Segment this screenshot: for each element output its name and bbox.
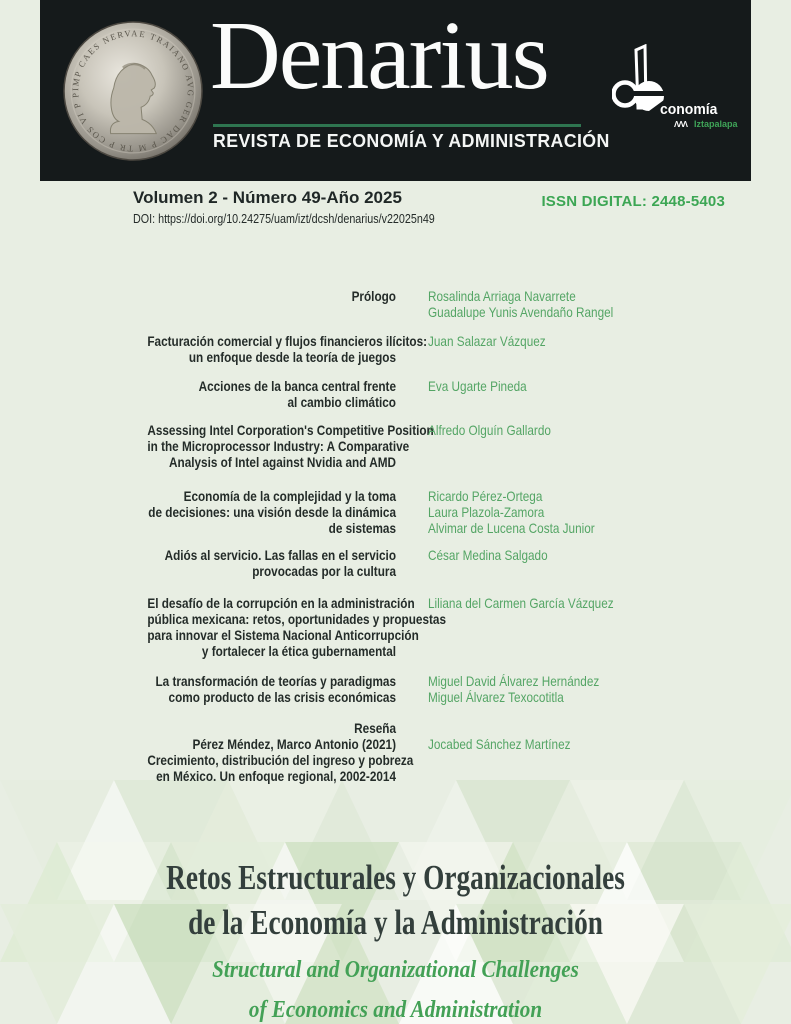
article-title-line: al cambio climático: [287, 394, 396, 410]
campus-label: Iztapalapa: [694, 119, 738, 129]
article-title: [100, 422, 434, 470]
article-authors: [428, 333, 748, 349]
author-name: Rosalinda Arriaga Navarrete: [428, 288, 576, 304]
article-title-line: provocadas por la cultura: [252, 563, 396, 579]
issue-title-en-line2: of Economics and Administration: [248, 997, 543, 1023]
author-name: Laura Plazola-Zamora: [428, 504, 545, 520]
author-name: Guadalupe Yunis Avendaño Rangel: [428, 304, 614, 320]
doi-line: DOI: https://doi.org/10.24275/uam/izt/dcsh/denarius/v22025n49: [133, 212, 435, 226]
article-authors: [428, 378, 748, 394]
article-title-line: un enfoque desde la teoría de juegos: [188, 349, 396, 365]
article-title: [100, 673, 396, 705]
article-title-line: como producto de las crisis económicas: [168, 689, 396, 705]
article-title-line: Acciones de la banca central frente: [198, 378, 396, 394]
journal-subtitle: REVISTA DE ECONOMÍA Y ADMINISTRACIÓN: [213, 130, 610, 151]
author-name: Miguel Álvarez Texocotitla: [428, 689, 564, 705]
article-title-line: in the Microprocessor Industry: A Comparative: [147, 438, 410, 454]
article-title-line: Assessing Intel Corporation's Competitive Position: [147, 422, 434, 438]
article-title-line: en México. Un enfoque regional, 2002-2014: [156, 768, 396, 784]
author-name: Ricardo Pérez-Ortega: [428, 488, 543, 504]
article-title-line: Analysis of Intel against Nvidia and AMD: [169, 454, 396, 470]
journal-title: Denarius: [210, 2, 548, 110]
article-authors: [428, 488, 748, 536]
economia-wordmark: conomía: [660, 101, 718, 118]
article-title: [100, 720, 414, 784]
article-authors: [428, 673, 748, 705]
article-title-line: Pérez Méndez, Marco Antonio (2021): [192, 736, 396, 752]
issn-line: ISSN DIGITAL: 2448-5403: [541, 193, 725, 210]
issue-title-es-line1: Retos Estructurales y Organizacionales: [166, 858, 625, 897]
article-authors: [428, 595, 748, 611]
uam-logo-icon: ΛΛΛ: [674, 120, 688, 129]
article-title: [100, 378, 396, 410]
article-title-line: El desafío de la corrupción en la administración: [147, 595, 415, 611]
coin-inscription: IMP CAES NERVAE TRAIANO AVG GER DAC P M TR P COS VI P P: [70, 28, 196, 154]
article-title-line: de decisiones: una visión desde la dinámica: [148, 504, 396, 520]
article-authors: [428, 422, 748, 438]
issue-title-en-line1: Structural and Organizational Challenges: [212, 957, 579, 983]
author-name: Liliana del Carmen García Vázquez: [428, 595, 614, 611]
volume-line: Volumen 2 - Número 49-Año 2025: [133, 188, 402, 207]
article-title: [100, 488, 396, 536]
article-authors: [428, 720, 748, 752]
issue-title-es: [87, 855, 704, 945]
article-title-line: Economía de la complejidad y la toma: [183, 488, 396, 504]
article-title-line: La transformación de teorías y paradigmas: [155, 673, 396, 689]
article-title-line: pública mexicana: retos, oportunidades y propuestas: [147, 611, 447, 627]
issue-title-es-line2: de la Economía y la Administración: [188, 903, 603, 942]
author-name: Alvimar de Lucena Costa Junior: [428, 520, 595, 536]
author-name: Juan Salazar Vázquez: [428, 333, 546, 349]
author-name: César Medina Salgado: [428, 547, 548, 563]
article-title: [100, 333, 428, 365]
article-title-line: y fortalecer la ética gubernamental: [201, 643, 396, 659]
article-authors: [428, 547, 748, 563]
author-name: Eva Ugarte Pineda: [428, 378, 527, 394]
article-authors: [428, 288, 748, 320]
article-title: [100, 595, 447, 659]
article-title: [100, 288, 396, 304]
author-name: Miguel David Álvarez Hernández: [428, 673, 600, 689]
article-title-line: Adiós al servicio. Las fallas en el servicio: [164, 547, 396, 563]
issue-title-en: [47, 950, 743, 1024]
author-name: Jocabed Sánchez Martínez: [428, 736, 571, 752]
article-title-line: para innovar el Sistema Nacional Anticorrupción: [147, 627, 419, 643]
article-title-line: Reseña: [354, 720, 396, 736]
author-name: Alfredo Olguín Gallardo: [428, 422, 551, 438]
article-title-line: Facturación comercial y flujos financieros ilícitos:: [147, 333, 428, 349]
article-title: [100, 547, 396, 579]
article-title-line: Crecimiento, distribución del ingreso y pobreza: [147, 752, 414, 768]
article-title-line: de sistemas: [328, 520, 396, 536]
article-title-line: Prólogo: [351, 288, 396, 304]
